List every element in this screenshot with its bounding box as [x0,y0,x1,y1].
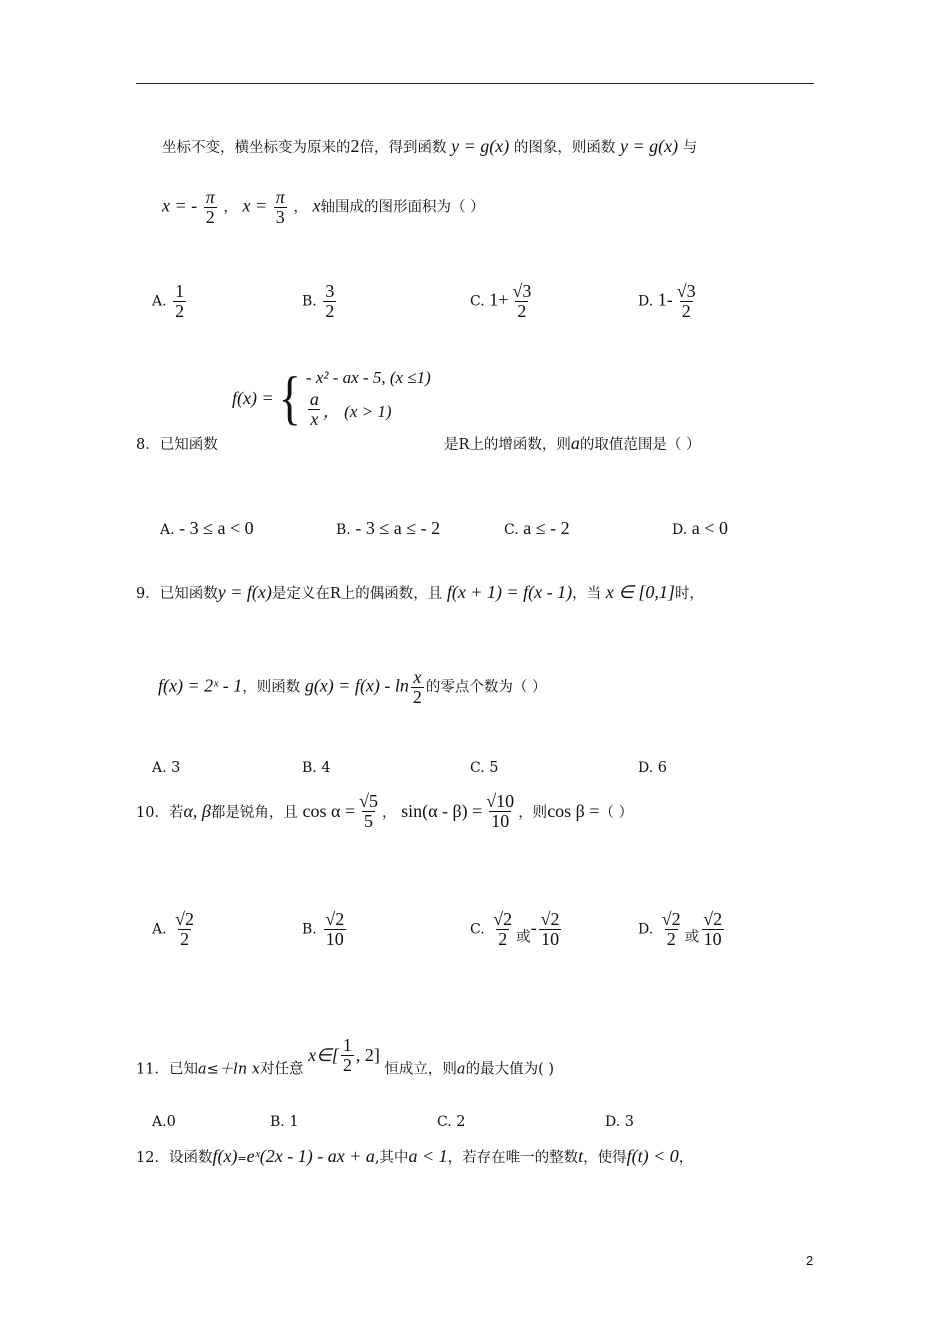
frac-den: 2 [498,928,508,949]
q9-line1 [136,582,704,603]
q11-cond: a≤＋ln x [197,1061,261,1078]
option-label: C. [504,522,519,538]
q9-frac [411,668,424,707]
frac-den: 10 [703,928,722,949]
q9-g: g(x) = f(x) - ln [304,675,409,696]
q7-tail: 轴围成的图形面积为（ ） [320,199,485,216]
q12-t: t [578,1146,584,1166]
frac-den: 2 [342,1054,352,1075]
q10-number: 10．若 [136,804,184,821]
frac-num: 3 [325,281,335,301]
q12-line [136,1146,693,1167]
q8-var: a [570,433,580,453]
q11-option-a[interactable] [152,1114,176,1130]
q8-case2-frac [308,390,321,429]
option-label: B. [336,522,351,538]
option-label: B. [270,1114,285,1130]
q10-sep: ， [381,804,397,821]
option-text: - 3 ≤ a ≤ - 2 [355,518,441,538]
q9-f: f(x) = 2ˣ - 1 [158,675,243,696]
q12-cond: a < 1 [408,1146,448,1166]
q7-option-b[interactable] [302,282,338,321]
option-text: 4 [321,760,331,776]
frac-num: √10 [486,791,515,811]
option-label: A. [152,760,167,776]
option-prefix: 1+ [489,289,509,310]
option-frac [323,910,346,949]
q10-line [136,792,633,831]
option-label: C. [437,1114,452,1130]
q9-option-c[interactable] [470,760,499,776]
option-or: 或 [684,929,700,946]
q8-cases [306,368,431,429]
option-or: 或 [516,929,531,946]
q9-text: 时， [674,586,704,602]
q7-func2: y = g(x) [619,136,679,156]
frac-den: 2 [412,686,422,707]
q10-option-b[interactable] [302,910,348,949]
q9-text: ，则函数 [242,679,301,696]
frac-den: 2 [666,928,676,949]
q8-case2-cond: ， (x > 1) [322,401,392,421]
q7-option-d[interactable] [638,282,700,321]
option-frac2 [701,910,724,949]
q7-text: 倍，得到函数 [359,140,447,156]
q10-text: 都是锐角，且 [210,804,298,821]
q9-eq: f(x + 1) = f(x - 1) [446,582,573,602]
frac-den: 2 [175,300,185,321]
q9-tail: 的零点个数为（ ） [425,679,547,696]
q7-option-a[interactable] [152,282,188,321]
q7-frac2 [274,188,287,227]
option-label: B. [302,921,317,938]
frac-num: π [275,187,285,207]
option-frac2 [539,910,562,949]
q9-number: 9．已知函数 [136,586,218,602]
q7-x: x [312,195,321,216]
frac-num: √2 [540,909,560,929]
option-label: C. [470,921,485,938]
q7-text: 坐标不变，横坐标变为原来的 [162,140,351,156]
q12-text: ,其中 [374,1150,409,1166]
option-label: C. [470,760,485,776]
q9-func: y = f(x) [217,582,272,602]
option-prefix: 1- [657,289,673,310]
frac-num: 1 [175,281,185,301]
q12-fx: f(x) [212,1146,238,1166]
q9-option-d[interactable] [638,760,667,776]
q8-case2 [306,390,431,429]
q8-case1: - x² - ax - 5, (x ≤1) [305,368,431,387]
frac-den: 3 [275,206,285,227]
q11-option-c[interactable] [437,1114,466,1130]
q7-text: 的图象，则函数 [513,140,616,156]
q8-text: 的取值范围是（ ） [579,437,701,453]
q10-option-c[interactable] [470,910,564,949]
q8-option-a[interactable] [160,518,254,539]
option-label: D. [605,1114,621,1130]
q8-option-c[interactable] [504,518,570,539]
q12-ineq: f(t) < 0 [626,1146,679,1166]
q10-option-a[interactable] [152,910,198,949]
frac-num: √2 [325,909,345,929]
option-label: B. [302,760,317,776]
option-text: a < 0 [691,518,728,538]
q7-frac1 [204,188,217,227]
q11-var: a [456,1061,466,1078]
frac-num: √2 [493,909,513,929]
q7-sep: ， [223,199,238,216]
q7-text: 与 [682,140,698,156]
option-text: 3 [171,760,181,776]
option-text: 2 [456,1114,466,1130]
option-frac [491,910,514,949]
q7-sep: ， [293,199,308,216]
q12-text: ，使得 [583,1150,627,1166]
option-label: A. [152,1114,167,1130]
q11-option-b[interactable] [270,1114,299,1130]
q10-paren: （ ） [599,804,634,821]
frac-den: x [310,408,319,429]
q10-option-d[interactable] [638,910,726,949]
frac-num: √2 [661,909,681,929]
option-text: 1 [289,1114,299,1130]
q8-text: 是R上的增函数，则 [444,437,571,453]
q9-option-b[interactable] [302,760,331,776]
option-text: 0 [166,1114,176,1130]
frac-num: √2 [175,909,195,929]
frac-den: 2 [517,300,527,321]
q7-line2 [162,188,485,227]
q8-piecewise [232,364,431,431]
q8-number: 8．已知函数 [136,437,218,453]
q7-line1 [162,136,697,157]
option-label: D. [638,921,654,938]
option-frac [173,282,186,321]
q8-option-d[interactable] [672,518,728,539]
q11-text: 对任意 [260,1061,304,1078]
option-label: B. [302,293,317,310]
q10-vars: α, β [183,800,211,821]
option-label: D. [638,293,654,310]
q10-target: cos β = [547,800,600,821]
option-text: - 3 ≤ a < 0 [179,518,254,538]
frac-den: 5 [364,810,373,831]
option-label: D. [638,760,654,776]
q10-text: ，则 [518,804,548,821]
option-frac [675,282,698,321]
q9-domain: x ∈ [0,1] [605,582,675,602]
option-label: A. [152,293,167,310]
option-text: a ≤ - 2 [523,518,570,538]
option-frac [510,282,533,321]
frac-den: 2 [325,300,335,321]
header-rule [136,83,814,84]
frac-num: a [309,389,319,409]
q9-text: ，当 [572,586,602,602]
q11-text: 恒成立，则 [384,1061,457,1078]
q7-num: 2 [350,136,360,156]
frac-num: √3 [676,281,696,301]
q10-cos: cos α = [302,800,356,821]
option-text: 3 [624,1114,635,1130]
q11-option-d[interactable] [605,1114,634,1130]
frac-num: √2 [703,909,723,929]
q11-frac [341,1036,354,1075]
q11-range: x∈[ [308,1044,339,1065]
q11-text: 的最大值为( ) [465,1061,555,1078]
option-label: D. [672,522,688,538]
option-label: A. [152,921,167,938]
q11-range: , 2] [355,1044,380,1065]
q12-eq: = [237,1152,247,1165]
q11-line [136,1036,554,1078]
q12-number: 12．设函数 [136,1150,213,1166]
q10-sin: sin(α - β) = [401,800,483,821]
q8-fx: f(x) = [232,387,274,408]
q7-func: y = g(x) [451,136,510,156]
q9-option-a[interactable] [152,760,180,776]
frac-den: 10 [491,810,510,831]
frac-den: 2 [681,300,691,321]
frac-den: 10 [325,928,344,949]
frac-num: π [205,187,215,207]
option-minus: - [530,917,537,938]
option-text: 5 [489,760,499,776]
q10-sin-frac [484,792,516,831]
q7-bound2: x = [242,195,268,216]
frac-den: 2 [180,928,190,949]
brace-icon: { [278,364,301,431]
frac-den: 10 [541,928,560,949]
option-frac [660,910,683,949]
q7-bound1: x = - [162,195,198,216]
option-text: 6 [657,760,668,776]
frac-num: 1 [342,1035,352,1055]
q9-text: 是定义在R上的偶函数，且 [271,586,443,602]
q7-option-c[interactable] [470,282,535,321]
page-number: 2 [806,1253,814,1268]
frac-num: √5 [359,791,378,811]
frac-num: √3 [512,281,532,301]
q11-number: 11．已知 [136,1061,198,1078]
q8-tail [444,433,701,454]
option-label: C. [470,293,485,310]
option-frac [323,282,336,321]
option-frac [173,910,196,949]
q9-line2 [158,668,547,707]
frac-den: 2 [205,206,215,227]
q12-text: ，若存在唯一的整数 [447,1150,579,1166]
option-label: A. [160,522,175,538]
frac-num: x [413,667,422,687]
q12-expr: eˣ(2x - 1) - ax + a [246,1146,375,1166]
q12-text: ， [678,1150,694,1166]
q10-cos-frac [357,792,380,831]
q8-option-b[interactable] [336,518,440,539]
